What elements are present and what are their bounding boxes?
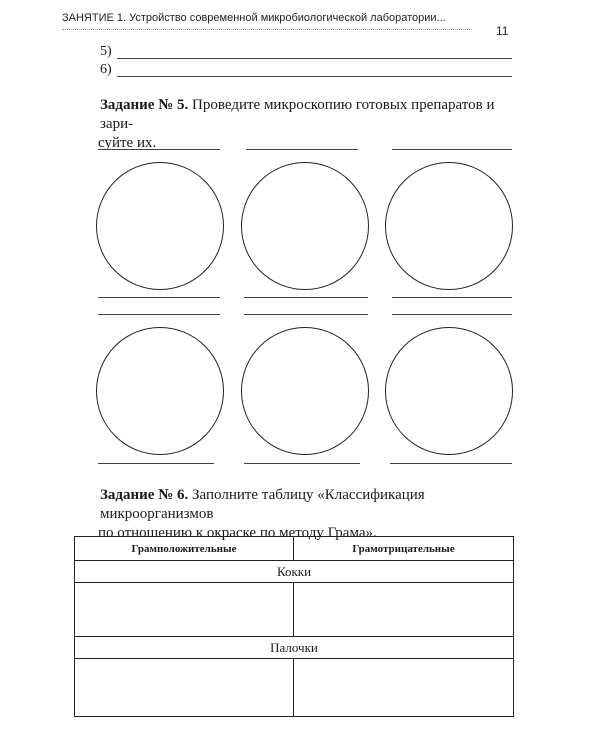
page-number: 11	[496, 24, 509, 38]
header-divider	[62, 29, 472, 30]
table-row	[75, 659, 514, 717]
drawing-label-line-2-top[interactable]	[246, 149, 358, 150]
drawing-label-line-4-bottom[interactable]	[98, 463, 214, 464]
task-6-text-line-1: Заполните таблицу «Классификация микроорганизмов	[100, 487, 425, 522]
answer-item-6-label: 6)	[100, 62, 112, 77]
drawing-circle-3[interactable]	[385, 162, 513, 290]
drawing-circle-4[interactable]	[96, 327, 224, 455]
drawing-label-line-5-top[interactable]	[244, 314, 368, 315]
running-header: ЗАНЯТИЕ 1. Устройство современной микробиологической лаборатории...	[62, 12, 446, 24]
task-5-instructions	[100, 96, 510, 153]
drawing-label-line-5-bottom[interactable]	[244, 463, 360, 464]
task-5-text-line-2: суйте их.	[98, 135, 157, 151]
task-6-text-line-2: по отношению к окраске по методу Грама».	[98, 525, 377, 541]
column-header-gram-negative: Грамотрицательные	[294, 537, 514, 561]
task-6-label: Задание № 6.	[100, 487, 189, 503]
cell-cocci-gram-positive[interactable]	[75, 583, 294, 637]
drawing-label-line-2-bottom[interactable]	[244, 297, 368, 298]
task-6-instructions	[100, 486, 510, 543]
drawing-label-line-6-top[interactable]	[392, 314, 512, 315]
drawing-circle-6[interactable]	[385, 327, 513, 455]
drawing-label-line-3-top[interactable]	[392, 149, 512, 150]
group-label-cocci: Кокки	[75, 561, 514, 583]
table-group-row	[75, 561, 514, 583]
cell-rods-gram-negative[interactable]	[294, 659, 514, 717]
cell-rods-gram-positive[interactable]	[75, 659, 294, 717]
drawing-circle-5[interactable]	[241, 327, 369, 455]
drawing-circle-1[interactable]	[96, 162, 224, 290]
drawing-label-line-3-bottom[interactable]	[392, 297, 512, 298]
drawing-label-line-4-top[interactable]	[98, 314, 220, 315]
table-header-row	[75, 537, 514, 561]
cell-cocci-gram-negative[interactable]	[294, 583, 514, 637]
task-5-label: Задание № 5.	[100, 97, 189, 113]
gram-classification-table	[74, 536, 514, 717]
drawing-circle-2[interactable]	[241, 162, 369, 290]
drawing-label-line-1-bottom[interactable]	[98, 297, 220, 298]
answer-line-6[interactable]	[117, 76, 512, 77]
drawing-label-line-6-bottom[interactable]	[390, 463, 512, 464]
table-group-row	[75, 637, 514, 659]
task-5-text-line-1: Проведите микроскопию готовых препаратов и зари-	[100, 97, 495, 132]
answer-line-5[interactable]	[117, 58, 512, 59]
group-label-rods: Палочки	[75, 637, 514, 659]
drawing-label-line-1-top[interactable]	[98, 149, 220, 150]
answer-item-5-label: 5)	[100, 44, 112, 59]
column-header-gram-positive: Грамположительные	[75, 537, 294, 561]
table-row	[75, 583, 514, 637]
